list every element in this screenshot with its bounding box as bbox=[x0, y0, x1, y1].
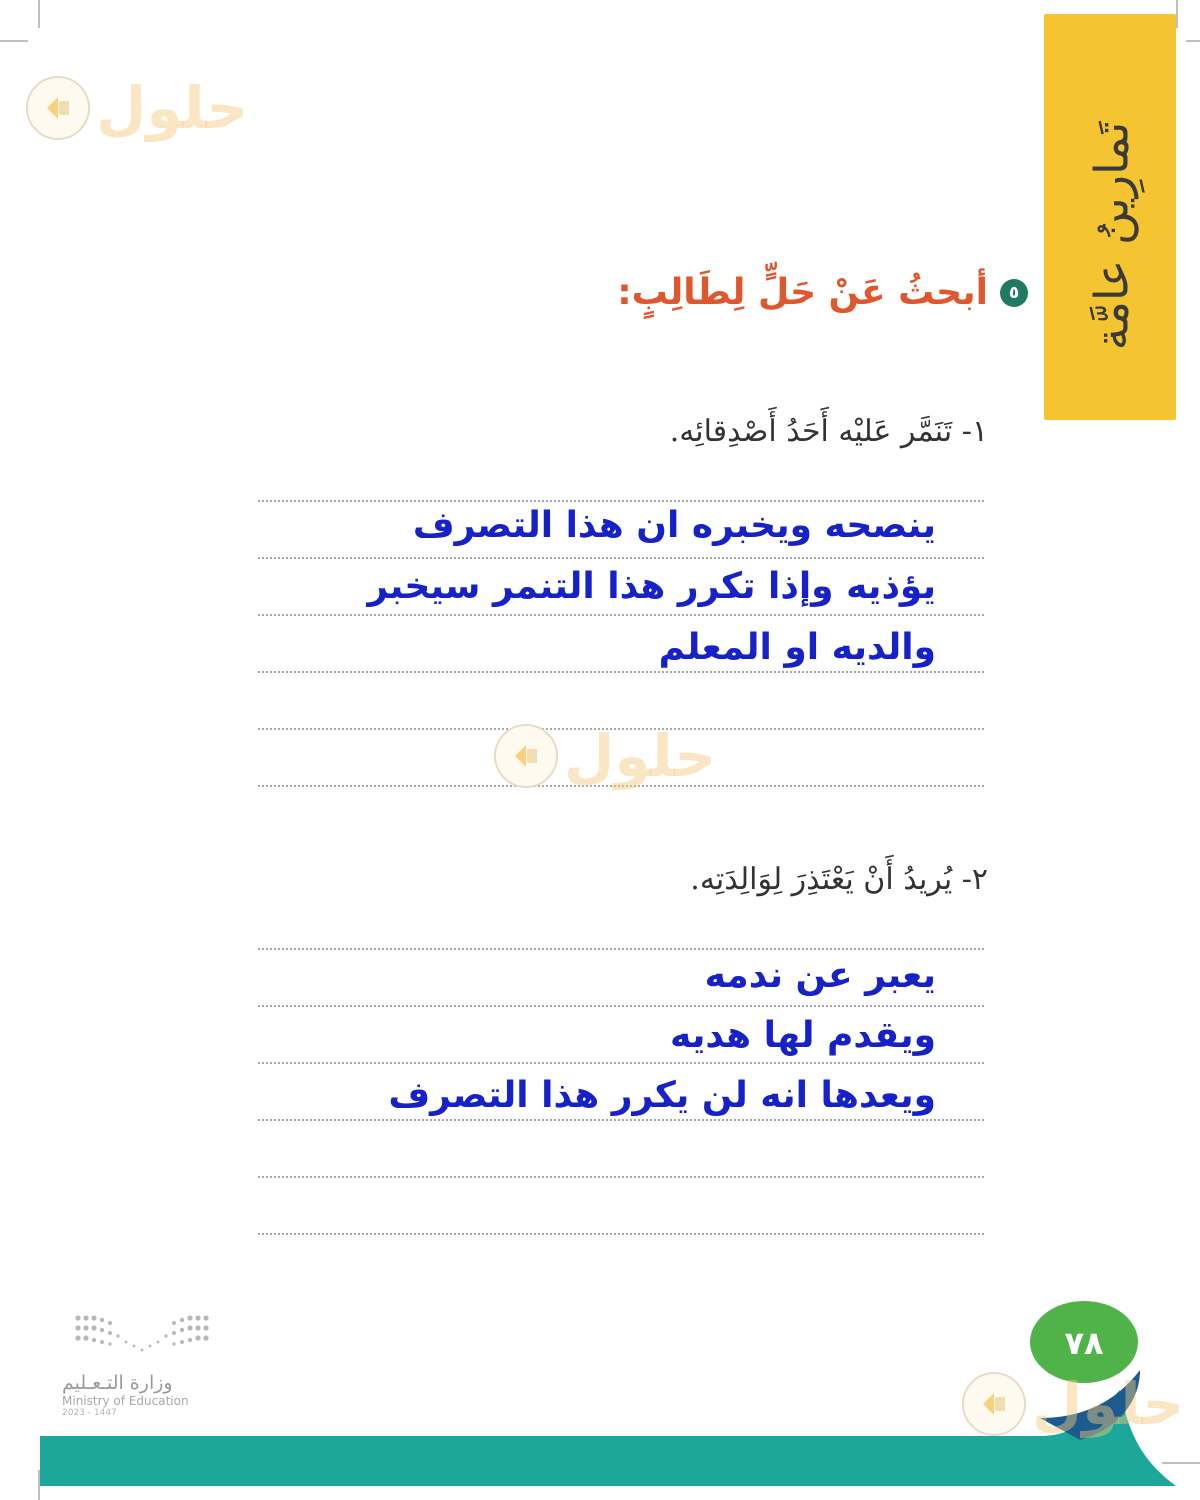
ministry-name-en: Ministry of Education bbox=[62, 1394, 189, 1408]
answer-line bbox=[258, 1233, 984, 1235]
ministry-logo bbox=[62, 1312, 212, 1418]
handwritten-answer: والديه او المعلم bbox=[658, 627, 936, 668]
ministry-logo-icon bbox=[72, 1312, 212, 1360]
section-tab-title: تَمارِينُ عامَّة bbox=[1084, 121, 1138, 351]
watermark-logo bbox=[962, 1370, 1184, 1438]
answer-line bbox=[258, 1176, 984, 1178]
watermark-text: حلول bbox=[1032, 1370, 1185, 1438]
handwritten-answer: ويقدم لها هديه bbox=[670, 1015, 936, 1056]
watermark-logo-icon bbox=[962, 1372, 1026, 1436]
answer-line bbox=[258, 948, 984, 950]
watermark-text: حلول bbox=[96, 74, 249, 142]
activity-number-badge: ٥ bbox=[1000, 279, 1028, 307]
ministry-name-ar: وزارة التـعـليم bbox=[62, 1372, 173, 1394]
answer-line bbox=[258, 614, 984, 616]
ministry-years: 2023 - 1447 bbox=[62, 1408, 117, 1418]
watermark-logo-icon bbox=[26, 76, 90, 140]
answer-line bbox=[258, 671, 984, 673]
answer-line bbox=[258, 1119, 984, 1121]
watermark-logo bbox=[494, 722, 716, 790]
answer-line bbox=[258, 500, 984, 502]
question-2: ٢- يُريدُ أَنْ يَعْتَذِرَ لِوَالِدَتِه. bbox=[690, 862, 988, 897]
handwritten-answer: يؤذيه وإذا تكرر هذا التنمر سيخبر bbox=[367, 566, 936, 607]
answer-line bbox=[258, 1005, 984, 1007]
crop-mark-icon bbox=[0, 40, 28, 42]
activity-heading-text: أبحثُ عَنْ حَلٍّ لِطَالِبٍ: bbox=[617, 272, 988, 313]
handwritten-answer: ويعدها انه لن يكرر هذا التصرف bbox=[388, 1075, 936, 1116]
crop-mark-icon bbox=[38, 0, 40, 28]
handwritten-answer: يعبر عن ندمه bbox=[704, 955, 936, 996]
activity-heading bbox=[617, 272, 1028, 313]
crop-mark-icon bbox=[1186, 40, 1200, 42]
watermark-text: حلول bbox=[564, 722, 717, 790]
question-1: ١- تَنَمَّر عَليْه أَحَدُ أَصْدِقائِه. bbox=[669, 414, 988, 449]
watermark-logo-icon bbox=[494, 724, 558, 788]
watermark-logo bbox=[26, 74, 248, 142]
answer-line bbox=[258, 557, 984, 559]
crop-mark-icon bbox=[1176, 0, 1178, 28]
handwritten-answer: ينصحه ويخبره ان هذا التصرف bbox=[412, 505, 936, 546]
answer-line bbox=[258, 1062, 984, 1064]
page-number: ٧٨ bbox=[1064, 1324, 1104, 1362]
